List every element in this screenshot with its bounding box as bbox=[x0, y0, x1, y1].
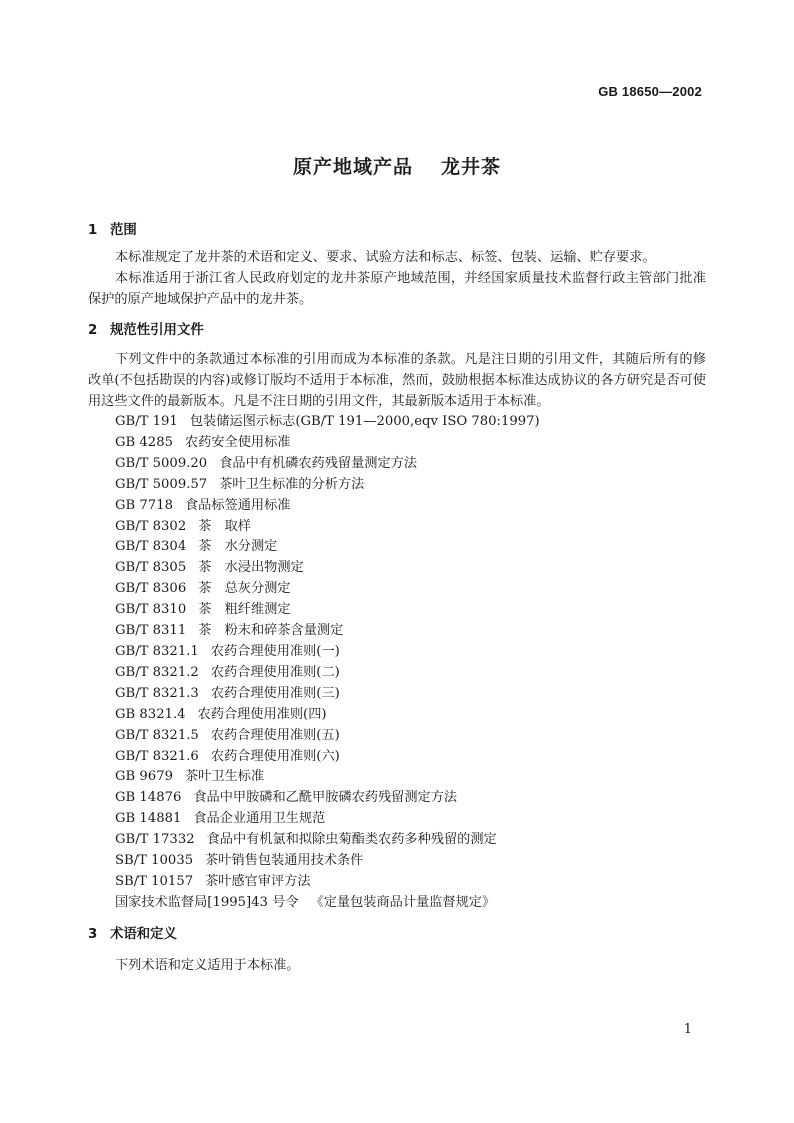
reference-item bbox=[115, 726, 706, 747]
reference-item bbox=[115, 705, 706, 726]
reference-title: 茶叶卫生标准 bbox=[184, 769, 265, 785]
reference-code: GB 4285 bbox=[115, 434, 173, 450]
reference-item bbox=[115, 517, 706, 538]
reference-title: 农药安全使用标准 bbox=[184, 434, 291, 450]
reference-item bbox=[115, 684, 706, 705]
reference-list bbox=[88, 412, 706, 914]
reference-code: 国家技术监督局[1995]43 号令 bbox=[115, 894, 299, 910]
reference-item bbox=[115, 747, 706, 768]
reference-item bbox=[115, 496, 706, 517]
reference-item bbox=[115, 475, 706, 496]
page-number: 1 bbox=[683, 1022, 692, 1037]
reference-title: 食品中有机磷农药残留量测定方法 bbox=[219, 455, 418, 471]
section-normative-references bbox=[88, 320, 706, 914]
reference-code: GB/T 8321.2 bbox=[115, 664, 199, 680]
reference-title: 茶 粗纤维测定 bbox=[198, 602, 291, 618]
reference-item bbox=[115, 642, 706, 663]
reference-code: GB/T 191 bbox=[115, 414, 178, 429]
reference-item bbox=[115, 412, 706, 433]
reference-title: 茶 水分测定 bbox=[198, 539, 278, 555]
reference-item bbox=[115, 537, 706, 558]
section-number: 2 bbox=[88, 323, 98, 338]
standard-code: GB 18650—2002 bbox=[598, 84, 702, 99]
document-body bbox=[88, 218, 706, 982]
reference-item bbox=[115, 579, 706, 600]
reference-title: 食品中有机氯和拟除虫菊酯类农药多种残留的测定 bbox=[206, 832, 497, 848]
section-heading bbox=[88, 924, 706, 945]
reference-code: SB/T 10035 bbox=[115, 853, 194, 869]
reference-code: GB/T 8305 bbox=[115, 560, 187, 576]
paragraph: 本标准规定了龙井茶的术语和定义、要求、试验方法和标志、标签、包装、运输、贮存要求。 bbox=[115, 250, 656, 265]
reference-title: 食品企业通用卫生规范 bbox=[193, 811, 326, 827]
reference-title: 茶叶卫生标准的分析方法 bbox=[219, 476, 365, 492]
title-part-2: 龙井茶 bbox=[441, 156, 502, 178]
reference-code: GB/T 8321.3 bbox=[115, 685, 199, 701]
reference-title: 茶叶销售包装通用技术条件 bbox=[205, 853, 364, 869]
reference-code: GB/T 8321.1 bbox=[115, 643, 199, 659]
reference-title: 农药合理使用准则(一) bbox=[210, 643, 340, 659]
section-number: 3 bbox=[88, 926, 98, 942]
reference-code: GB/T 8321.6 bbox=[115, 748, 199, 764]
paragraph: 下列术语和定义适用于本标准。 bbox=[115, 957, 300, 973]
reference-title: 茶 取样 bbox=[198, 518, 251, 534]
reference-code: SB/T 10157 bbox=[115, 873, 194, 889]
reference-title: 农药合理使用准则(三) bbox=[210, 685, 340, 701]
reference-title: 农药合理使用准则(二) bbox=[210, 664, 340, 680]
paragraph: 下列文件中的条款通过本标准的引用而成为本标准的条款。凡是注日期的引用文件，其随后所有的修改单(不包括勘误的内容)或修订版均不适用于本标准，然而，鼓励根据本标准达成协议的各方研究是否可使用这些文件的最新版本。凡是不注日期的引用文件，其最新版本适用于本标准。 bbox=[88, 352, 706, 409]
section-scope bbox=[88, 220, 706, 310]
reference-code: GB/T 8306 bbox=[115, 581, 187, 597]
reference-title: 食品标签通用标准 bbox=[184, 497, 291, 513]
reference-title: 包装储运图示标志(GB/T 191—2000,eqv ISO 780:1997) bbox=[189, 414, 540, 429]
reference-item bbox=[115, 558, 706, 579]
reference-item bbox=[115, 809, 706, 830]
section-number: 1 bbox=[88, 223, 98, 238]
reference-item bbox=[115, 663, 706, 684]
section-heading bbox=[88, 220, 706, 241]
reference-title: 农药合理使用准则(六) bbox=[210, 748, 340, 764]
reference-code: GB/T 8304 bbox=[115, 539, 187, 555]
reference-title: 茶 水浸出物测定 bbox=[198, 560, 304, 576]
reference-code: GB/T 8310 bbox=[115, 602, 187, 618]
section-title: 范围 bbox=[110, 223, 137, 238]
reference-code: GB 9679 bbox=[115, 769, 173, 785]
reference-title: 茶叶感官审评方法 bbox=[205, 873, 311, 889]
reference-code: GB/T 8321.5 bbox=[115, 727, 199, 743]
reference-item bbox=[115, 600, 706, 621]
reference-title: 食品中甲胺磷和乙酰甲胺磷农药残留测定方法 bbox=[193, 790, 458, 806]
section-title: 规范性引用文件 bbox=[110, 323, 204, 338]
reference-title: 《定量包装商品计量监督规定》 bbox=[310, 894, 496, 910]
reference-code: GB/T 8311 bbox=[115, 623, 187, 639]
section-terms-definitions bbox=[88, 924, 706, 976]
reference-code: GB/T 5009.20 bbox=[115, 455, 208, 471]
section-title: 术语和定义 bbox=[110, 926, 177, 942]
paragraph: 本标准适用于浙江省人民政府划定的龙井茶原产地域范围，并经国家质量技术监督行政主管部门批准保护的原产地域保护产品中的龙井茶。 bbox=[88, 271, 706, 307]
reference-item bbox=[115, 767, 706, 788]
reference-code: GB 7718 bbox=[115, 497, 173, 513]
reference-title: 茶 粉末和碎茶含量测定 bbox=[198, 623, 344, 639]
reference-item bbox=[115, 788, 706, 809]
reference-item bbox=[115, 454, 706, 475]
reference-code: GB 8321.4 bbox=[115, 706, 186, 722]
section-heading bbox=[88, 320, 706, 341]
reference-title: 茶 总灰分测定 bbox=[198, 581, 291, 597]
reference-item bbox=[115, 830, 706, 851]
reference-code: GB/T 5009.57 bbox=[115, 476, 208, 492]
title-part-1: 原产地域产品 bbox=[292, 156, 413, 178]
reference-code: GB 14881 bbox=[115, 811, 182, 827]
reference-item bbox=[115, 433, 706, 454]
reference-title: 农药合理使用准则(五) bbox=[210, 727, 340, 743]
reference-code: GB/T 17332 bbox=[115, 832, 195, 848]
reference-code: GB/T 8302 bbox=[115, 518, 187, 534]
reference-code: GB 14876 bbox=[115, 790, 182, 806]
reference-title: 农药合理使用准则(四) bbox=[197, 706, 327, 722]
page-title bbox=[0, 152, 794, 179]
reference-item bbox=[115, 872, 706, 893]
reference-item bbox=[115, 621, 706, 642]
reference-item bbox=[115, 893, 706, 914]
reference-item bbox=[115, 851, 706, 872]
